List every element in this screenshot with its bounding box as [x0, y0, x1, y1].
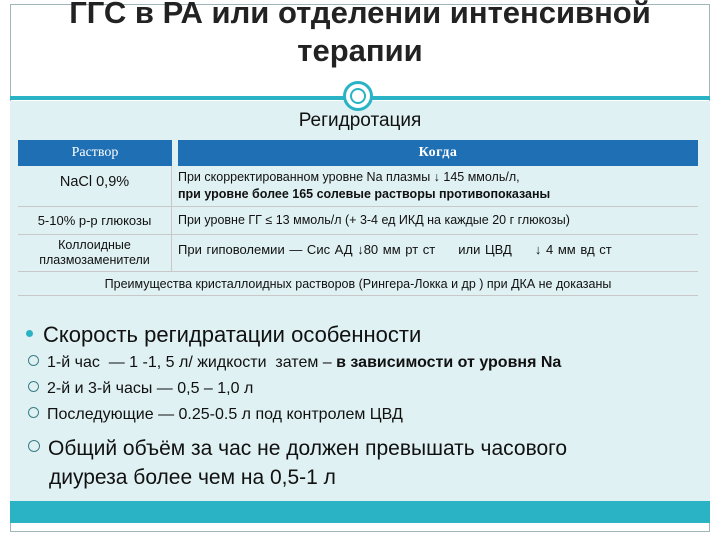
circle-bullet-icon [28, 381, 39, 392]
rehydration-table [18, 140, 698, 296]
table-row [18, 166, 698, 207]
cell-when-contraindication: при уровне более 165 солевые растворы противопоказаны [178, 187, 551, 201]
sub-bullet-hours2-3 [28, 380, 253, 398]
accent-band-bottom [10, 501, 710, 523]
sub-bullet-emphasis: в зависимости от уровня Na [336, 354, 562, 371]
slide-title [0, 0, 720, 70]
ring-ornament-icon [343, 81, 373, 111]
section-subtitle: Регидротация [298, 110, 422, 131]
cell-when-line: При скорректированном уровне Na плазмы ↓ 145 ммоль/л, [178, 170, 520, 184]
table-footnote: Преимущества кристаллоидных растворов (Рингера-Локка и др ) при ДКА не доказаны [18, 272, 698, 296]
table-row [18, 207, 698, 235]
cell-when [172, 166, 698, 206]
header-solution: Раствор [18, 140, 172, 166]
bullet-dot-icon [26, 330, 33, 337]
sub-bullet-text: 2-й и 3-й часы — 0,5 – 1,0 л [47, 380, 254, 397]
circle-bullet-icon [28, 355, 39, 366]
main-bullet [26, 322, 421, 348]
cell-when: При гиповолемии — Сис АД ↓80 мм рт ст или ЦВД ↓ 4 мм вд ст [178, 242, 612, 257]
cell-solution: NaCl 0,9% [18, 166, 172, 206]
volume-limit-line2: диуреза более чем на 0,5-1 л [49, 466, 336, 489]
main-bullet-text: Скорость регидратации особенности [43, 322, 422, 347]
cell-solution: 5-10% р-р глюкозы [18, 207, 172, 234]
volume-limit-bullet [28, 434, 708, 492]
table-row [18, 235, 698, 272]
table-header [18, 140, 698, 166]
volume-limit-line1: Общий объём за час не должен превышать часового [48, 437, 568, 460]
cell-solution: Коллоидные плазмозаменители [18, 235, 172, 271]
header-when: Когда [178, 140, 698, 166]
circle-bullet-icon [28, 440, 40, 452]
sub-bullet-subsequent [28, 406, 403, 424]
sub-bullet-hour1 [28, 354, 561, 372]
sub-bullet-text: Последующие — 0.25-0.5 л под контролем ЦВД [47, 406, 403, 423]
circle-bullet-icon [28, 407, 39, 418]
slide-title-line1: ГГС в РА или отделении интенсивной [69, 0, 651, 30]
slide-title-line2: терапии [297, 33, 423, 68]
sub-bullet-text: 1-й час — 1 -1, 5 л/ жидкости затем – [47, 354, 337, 371]
cell-when: При уровне ГГ ≤ 13 ммоль/л (+ 3-4 ед ИКД на каждые 20 г глюкозы) [178, 213, 570, 227]
